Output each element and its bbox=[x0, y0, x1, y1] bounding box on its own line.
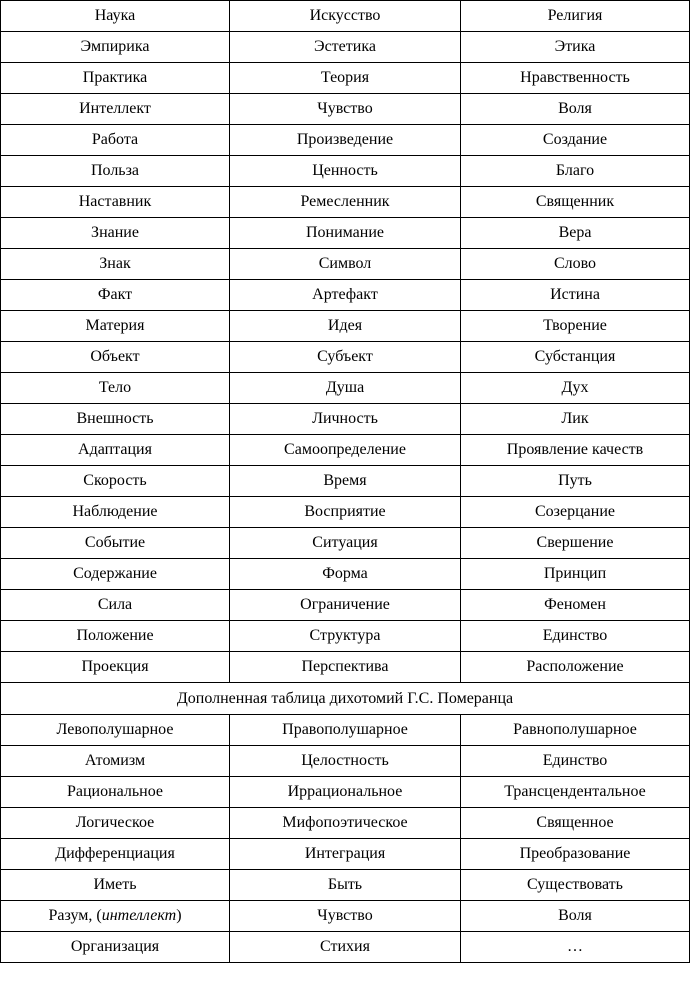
table-cell: Иррациональное bbox=[230, 777, 461, 808]
table-cell: Интеграция bbox=[230, 839, 461, 870]
table-row bbox=[1, 870, 690, 901]
table-cell: Артефакт bbox=[230, 280, 461, 311]
table-cell: Чувство bbox=[230, 901, 461, 932]
table-row bbox=[1, 652, 690, 683]
table-cell: Вера bbox=[461, 218, 690, 249]
table-cell: Создание bbox=[461, 125, 690, 156]
table-cell: Дух bbox=[461, 373, 690, 404]
table-cell: Логическое bbox=[1, 808, 230, 839]
table-cell: Быть bbox=[230, 870, 461, 901]
table-cell: Сила bbox=[1, 590, 230, 621]
table-cell: Нравственность bbox=[461, 63, 690, 94]
table-cell: Факт bbox=[1, 280, 230, 311]
table-cell: Путь bbox=[461, 466, 690, 497]
table-cell: Интеллект bbox=[1, 94, 230, 125]
table-cell: Наука bbox=[1, 1, 230, 32]
table-row bbox=[1, 156, 690, 187]
table-row bbox=[1, 466, 690, 497]
section-title-row bbox=[1, 683, 690, 715]
table-cell: Понимание bbox=[230, 218, 461, 249]
table-cell: Знание bbox=[1, 218, 230, 249]
table-cell: Свершение bbox=[461, 528, 690, 559]
table-cell: Самоопределение bbox=[230, 435, 461, 466]
table-cell: Трансцендентальное bbox=[461, 777, 690, 808]
table-row bbox=[1, 342, 690, 373]
table-row bbox=[1, 94, 690, 125]
table-row bbox=[1, 63, 690, 94]
table-cell bbox=[1, 901, 230, 932]
table-cell: Искусство bbox=[230, 1, 461, 32]
table-row bbox=[1, 621, 690, 652]
table-cell: Дифференциация bbox=[1, 839, 230, 870]
table-cell: Внешность bbox=[1, 404, 230, 435]
table-cell: Мифопоэтическое bbox=[230, 808, 461, 839]
table-cell: Правополушарное bbox=[230, 715, 461, 746]
section-title: Дополненная таблица дихотомий Г.С. Померанца bbox=[1, 683, 690, 715]
table-cell: Организация bbox=[1, 932, 230, 963]
table-cell: Содержание bbox=[1, 559, 230, 590]
table-row bbox=[1, 249, 690, 280]
table-cell: Целостность bbox=[230, 746, 461, 777]
table-cell: Тело bbox=[1, 373, 230, 404]
table-row bbox=[1, 404, 690, 435]
table-cell: Существовать bbox=[461, 870, 690, 901]
table-cell: … bbox=[461, 932, 690, 963]
table-row bbox=[1, 373, 690, 404]
table-cell: Знак bbox=[1, 249, 230, 280]
table-cell: Символ bbox=[230, 249, 461, 280]
table-cell: Адаптация bbox=[1, 435, 230, 466]
table-cell: Событие bbox=[1, 528, 230, 559]
table-cell: Эмпирика bbox=[1, 32, 230, 63]
table-cell: Принцип bbox=[461, 559, 690, 590]
table-cell: Атомизм bbox=[1, 746, 230, 777]
table-cell: Единство bbox=[461, 621, 690, 652]
table-cell: Скорость bbox=[1, 466, 230, 497]
table-cell: Единство bbox=[461, 746, 690, 777]
table-cell: Священное bbox=[461, 808, 690, 839]
table-cell: Эстетика bbox=[230, 32, 461, 63]
table-cell: Материя bbox=[1, 311, 230, 342]
table-body bbox=[1, 1, 690, 963]
table-cell: Практика bbox=[1, 63, 230, 94]
table-cell: Созерцание bbox=[461, 497, 690, 528]
table-cell: Священник bbox=[461, 187, 690, 218]
table-row bbox=[1, 435, 690, 466]
table-row bbox=[1, 528, 690, 559]
intellect-italic: интеллект bbox=[101, 907, 177, 924]
table-cell: Структура bbox=[230, 621, 461, 652]
table-row bbox=[1, 746, 690, 777]
table-cell: Слово bbox=[461, 249, 690, 280]
table-cell: Ограничение bbox=[230, 590, 461, 621]
table-row bbox=[1, 280, 690, 311]
table-row bbox=[1, 901, 690, 932]
table-cell: Воля bbox=[461, 901, 690, 932]
table-cell: Теория bbox=[230, 63, 461, 94]
table-row bbox=[1, 559, 690, 590]
table-row bbox=[1, 839, 690, 870]
table-row bbox=[1, 808, 690, 839]
table-row bbox=[1, 32, 690, 63]
table-cell: Форма bbox=[230, 559, 461, 590]
table-row bbox=[1, 125, 690, 156]
table-row bbox=[1, 187, 690, 218]
table-cell: Творение bbox=[461, 311, 690, 342]
table-cell: Субъект bbox=[230, 342, 461, 373]
table-cell: Иметь bbox=[1, 870, 230, 901]
table-cell: Наблюдение bbox=[1, 497, 230, 528]
table-cell: Воля bbox=[461, 94, 690, 125]
table-cell: Объект bbox=[1, 342, 230, 373]
table-cell: Равнополушарное bbox=[461, 715, 690, 746]
table-cell: Ремесленник bbox=[230, 187, 461, 218]
table-cell: Стихия bbox=[230, 932, 461, 963]
table-cell: Восприятие bbox=[230, 497, 461, 528]
table-cell: Личность bbox=[230, 404, 461, 435]
table-cell: Благо bbox=[461, 156, 690, 187]
table-cell: Перспектива bbox=[230, 652, 461, 683]
table-row bbox=[1, 590, 690, 621]
table-row bbox=[1, 715, 690, 746]
table-cell: Истина bbox=[461, 280, 690, 311]
table-cell: Проявление качеств bbox=[461, 435, 690, 466]
table-row bbox=[1, 497, 690, 528]
table-cell: Наставник bbox=[1, 187, 230, 218]
table-cell: Время bbox=[230, 466, 461, 497]
table-cell: Субстанция bbox=[461, 342, 690, 373]
table-cell: Проекция bbox=[1, 652, 230, 683]
table-row bbox=[1, 218, 690, 249]
table-cell: Этика bbox=[461, 32, 690, 63]
table-cell: Левополушарное bbox=[1, 715, 230, 746]
table-cell: Расположение bbox=[461, 652, 690, 683]
table-cell: Феномен bbox=[461, 590, 690, 621]
table-cell: Польза bbox=[1, 156, 230, 187]
table-cell: Лик bbox=[461, 404, 690, 435]
table-cell: Идея bbox=[230, 311, 461, 342]
table-cell: Рациональное bbox=[1, 777, 230, 808]
table-cell: Работа bbox=[1, 125, 230, 156]
table-cell: Произведение bbox=[230, 125, 461, 156]
table-cell: Ситуация bbox=[230, 528, 461, 559]
table-cell: Положение bbox=[1, 621, 230, 652]
table-cell: Ценность bbox=[230, 156, 461, 187]
table-cell: Преобразование bbox=[461, 839, 690, 870]
reason-prefix: Разум, ( bbox=[48, 907, 102, 924]
table-cell: Религия bbox=[461, 1, 690, 32]
table-row bbox=[1, 1, 690, 32]
table-row bbox=[1, 777, 690, 808]
table-cell: Чувство bbox=[230, 94, 461, 125]
table-row bbox=[1, 932, 690, 963]
reason-suffix: ) bbox=[176, 907, 182, 924]
table-cell: Душа bbox=[230, 373, 461, 404]
table-row bbox=[1, 311, 690, 342]
